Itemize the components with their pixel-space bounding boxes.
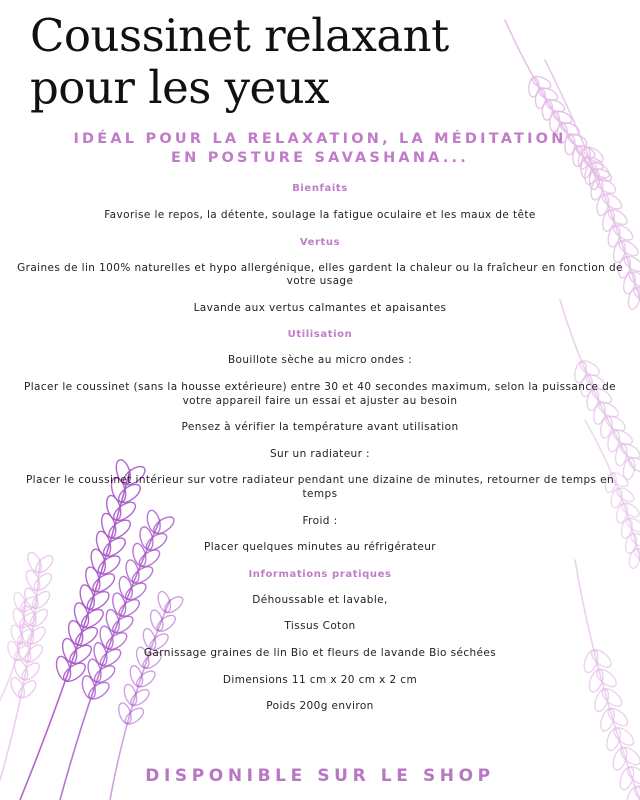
shop-availability-banner: DISPONIBLE SUR LE SHOP (145, 766, 495, 786)
section-heading-infos: Informations pratiques (248, 568, 392, 580)
utilisation-cold-text: Placer quelques minutes au réfrigérateur (203, 541, 437, 554)
title-line-2: pour les yeux (30, 61, 330, 114)
utilisation-check-temp: Pensez à vérifier la température avant utilisation (181, 421, 459, 434)
lavender-bud (530, 74, 552, 91)
lavender-bud (544, 97, 566, 114)
section-heading-utilisation: Utilisation (287, 329, 353, 341)
infos-line-5: Poids 200g environ (266, 700, 374, 713)
lavender-bud (631, 285, 640, 306)
lavender-bud (604, 726, 623, 752)
subtitle (0, 130, 640, 168)
lavender-bud (551, 109, 573, 126)
section-heading-bienfaits: Bienfaits (292, 183, 348, 194)
vertus-text-2: Lavande aux vertus calmantes et apaisantes (193, 301, 447, 314)
page-title (30, 10, 449, 114)
lavender-bud (549, 112, 560, 132)
product-description (10, 182, 630, 714)
utilisation-micro-text: Placer le coussinet (sans la housse extérieure) entre 30 et 40 secondes maximum, selon la puissance de votre appareil faire un essai et ajuster au besoin (23, 380, 617, 407)
subtitle-line-2: EN POSTURE SAVASHANA... (171, 150, 469, 166)
section-heading-vertus: Vertus (299, 236, 341, 248)
lavender-bud (611, 725, 636, 749)
vertus-text-1: Graines de lin 100% naturelles et hypo allergénique, elles gardent la chaleur ou la fraîcheur en fonction de votre usage (17, 261, 623, 288)
lavender-bud (632, 546, 640, 565)
lavender-bud (542, 100, 553, 120)
bienfaits-text: Favorise le repos, la détente, soulage la fatigue oculaire et les maux de tête (104, 209, 536, 221)
subtitle-line-1: IDÉAL POUR LA RELAXATION, LA MÉDITATION (73, 131, 567, 147)
utilisation-cold-title: Froid : (302, 514, 338, 527)
utilisation-radiator-text: Placer le coussinet intérieur sur votre radiateur pendant une dizaine de minutes, retourner de temps en temps (25, 474, 615, 500)
lavender-bud (535, 88, 546, 108)
infos-line-4: Dimensions 11 cm x 20 cm x 2 cm (222, 673, 418, 686)
lavender-bud (628, 531, 640, 550)
title-line-1: Coussinet relaxant (30, 9, 449, 62)
infos-line-2: Tissus Coton (284, 620, 356, 633)
lavender-bud (591, 166, 613, 183)
lavender-bud (618, 744, 640, 768)
infos-line-1: Déhoussable et lavable, (252, 593, 388, 606)
lavender-bud (624, 785, 640, 800)
utilisation-micro-title: Bouillote sèche au micro ondes : (227, 354, 413, 367)
lavender-bud (528, 77, 539, 97)
infos-line-3: Garnissage graines de lin Bio et fleurs de lavande Bio séchées (143, 646, 497, 659)
lavender-bud (537, 86, 559, 103)
utilisation-radiator-title: Sur un radiateur : (269, 447, 370, 460)
